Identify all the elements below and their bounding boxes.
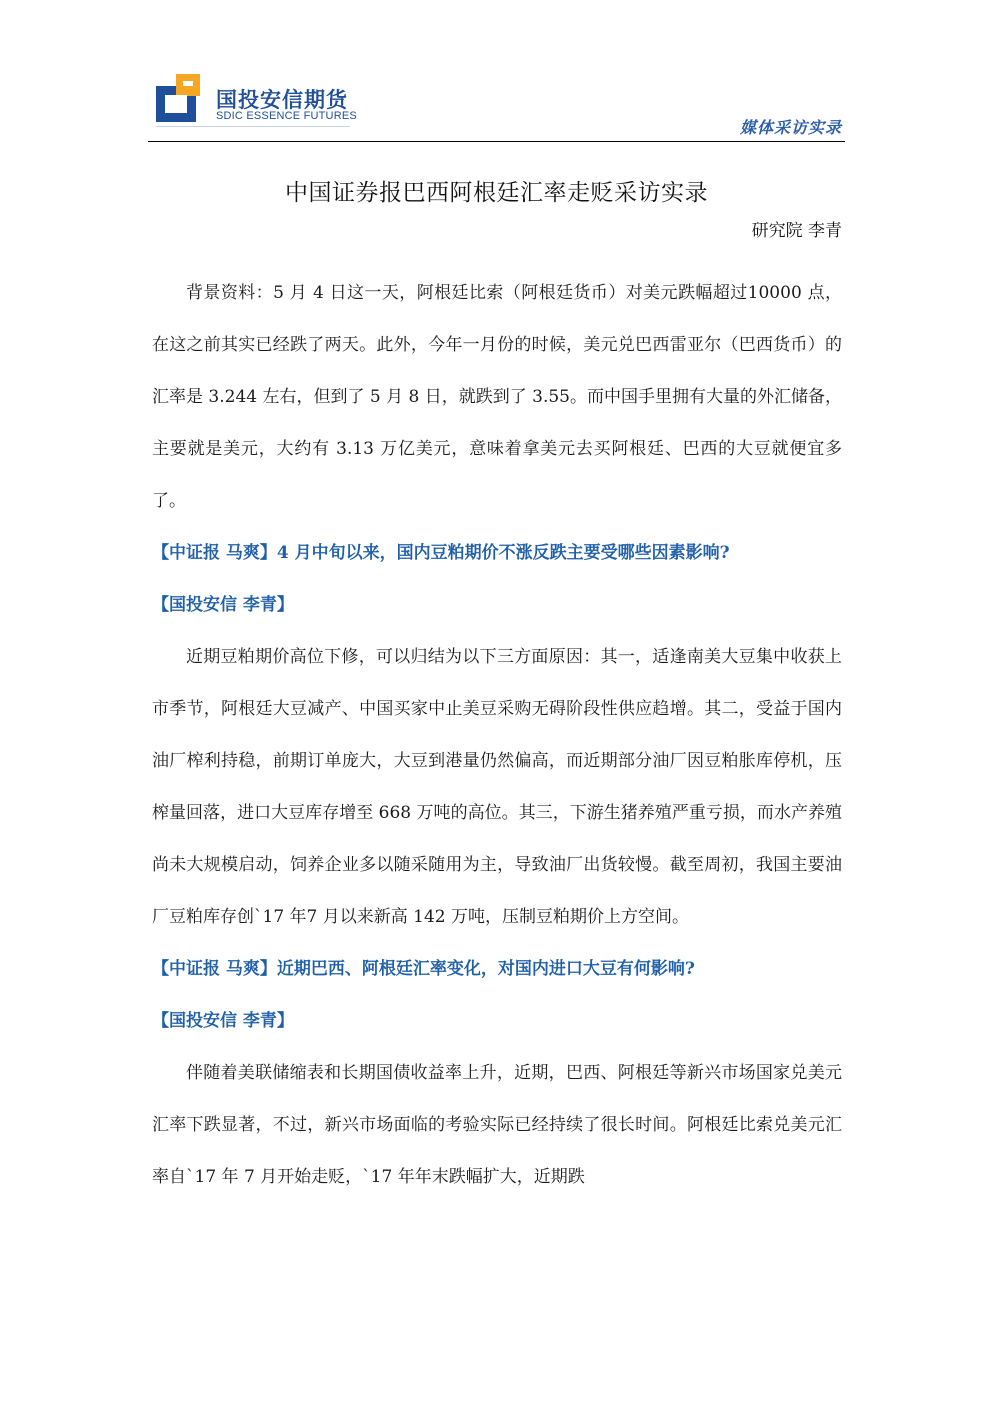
article-body <box>152 267 842 1203</box>
question-2: 【中证报 马爽】近期巴西、阿根廷汇率变化，对国内进口大豆有何影响? <box>152 959 695 979</box>
answer-2-label: 【国投安信 李青】 <box>152 1011 294 1031</box>
logo-underline <box>156 126 350 127</box>
document-title: 中国证券报巴西阿根廷汇率走贬采访实录 <box>285 180 708 206</box>
logo-english-name: SDIC ESSENCE FUTURES <box>216 110 357 122</box>
header-divider <box>148 141 845 142</box>
document-author: 研究院 李青 <box>751 221 842 241</box>
answer-2-paragraph: 伴随着美联储缩表和长期国债收益率上升，近期，巴西、阿根廷等新兴市场国家兑美元汇率下跌显著，不过，新兴市场面临的考验实际已经持续了很长时间。阿根廷比索兑美元汇率自`17 年 7 月开始走贬，`17 年年末跌幅扩大，近期跌 <box>152 1063 842 1187</box>
answer-1-label: 【国投安信 李青】 <box>152 595 294 615</box>
question-1: 【中证报 马爽】4 月中旬以来，国内豆粕期价不涨反跌主要受哪些因素影响? <box>152 543 730 563</box>
logo-chinese-name: 国投安信期货 <box>216 88 348 112</box>
section-tag: 媒体采访实录 <box>739 118 842 137</box>
company-logo-icon <box>156 74 208 122</box>
answer-1-paragraph: 近期豆粕期价高位下修，可以归结为以下三方面原因：其一，适逢南美大豆集中收获上市季节，阿根廷大豆减产、中国买家中止美豆采购无碍阶段性供应趋增。其二，受益于国内油厂榨利持稳，前期订单庞大，大豆到港量仍然偏高，而近期部分油厂因豆粕胀库停机，压榨量回落，进口大豆库存增至 668 万吨的高位。其三，下游生猪养殖严重亏损，而水产养殖尚未大规模启动，饲养企业多以随采随用为主，导致油厂出货较慢。截至周初，我国主要油厂豆粕库存创`17 年7 月以来新高 142 万吨，压制豆粕期价上方空间。 <box>152 647 842 927</box>
background-paragraph: 背景资料：5 月 4 日这一天，阿根廷比索（阿根廷货币）对美元跌幅超过10000 点，在这之前其实已经跌了两天。此外，今年一月份的时候，美元兑巴西雷亚尔（巴西货币）的汇率是 3.244 左右，但到了 5 月 8 日，就跌到了 3.55。而中国手里拥有大量的外汇储备，主要就是美元，大约有 3.13 万亿美元，意味着拿美元去买阿根廷、巴西的大豆就便宜多了。 <box>152 283 842 511</box>
